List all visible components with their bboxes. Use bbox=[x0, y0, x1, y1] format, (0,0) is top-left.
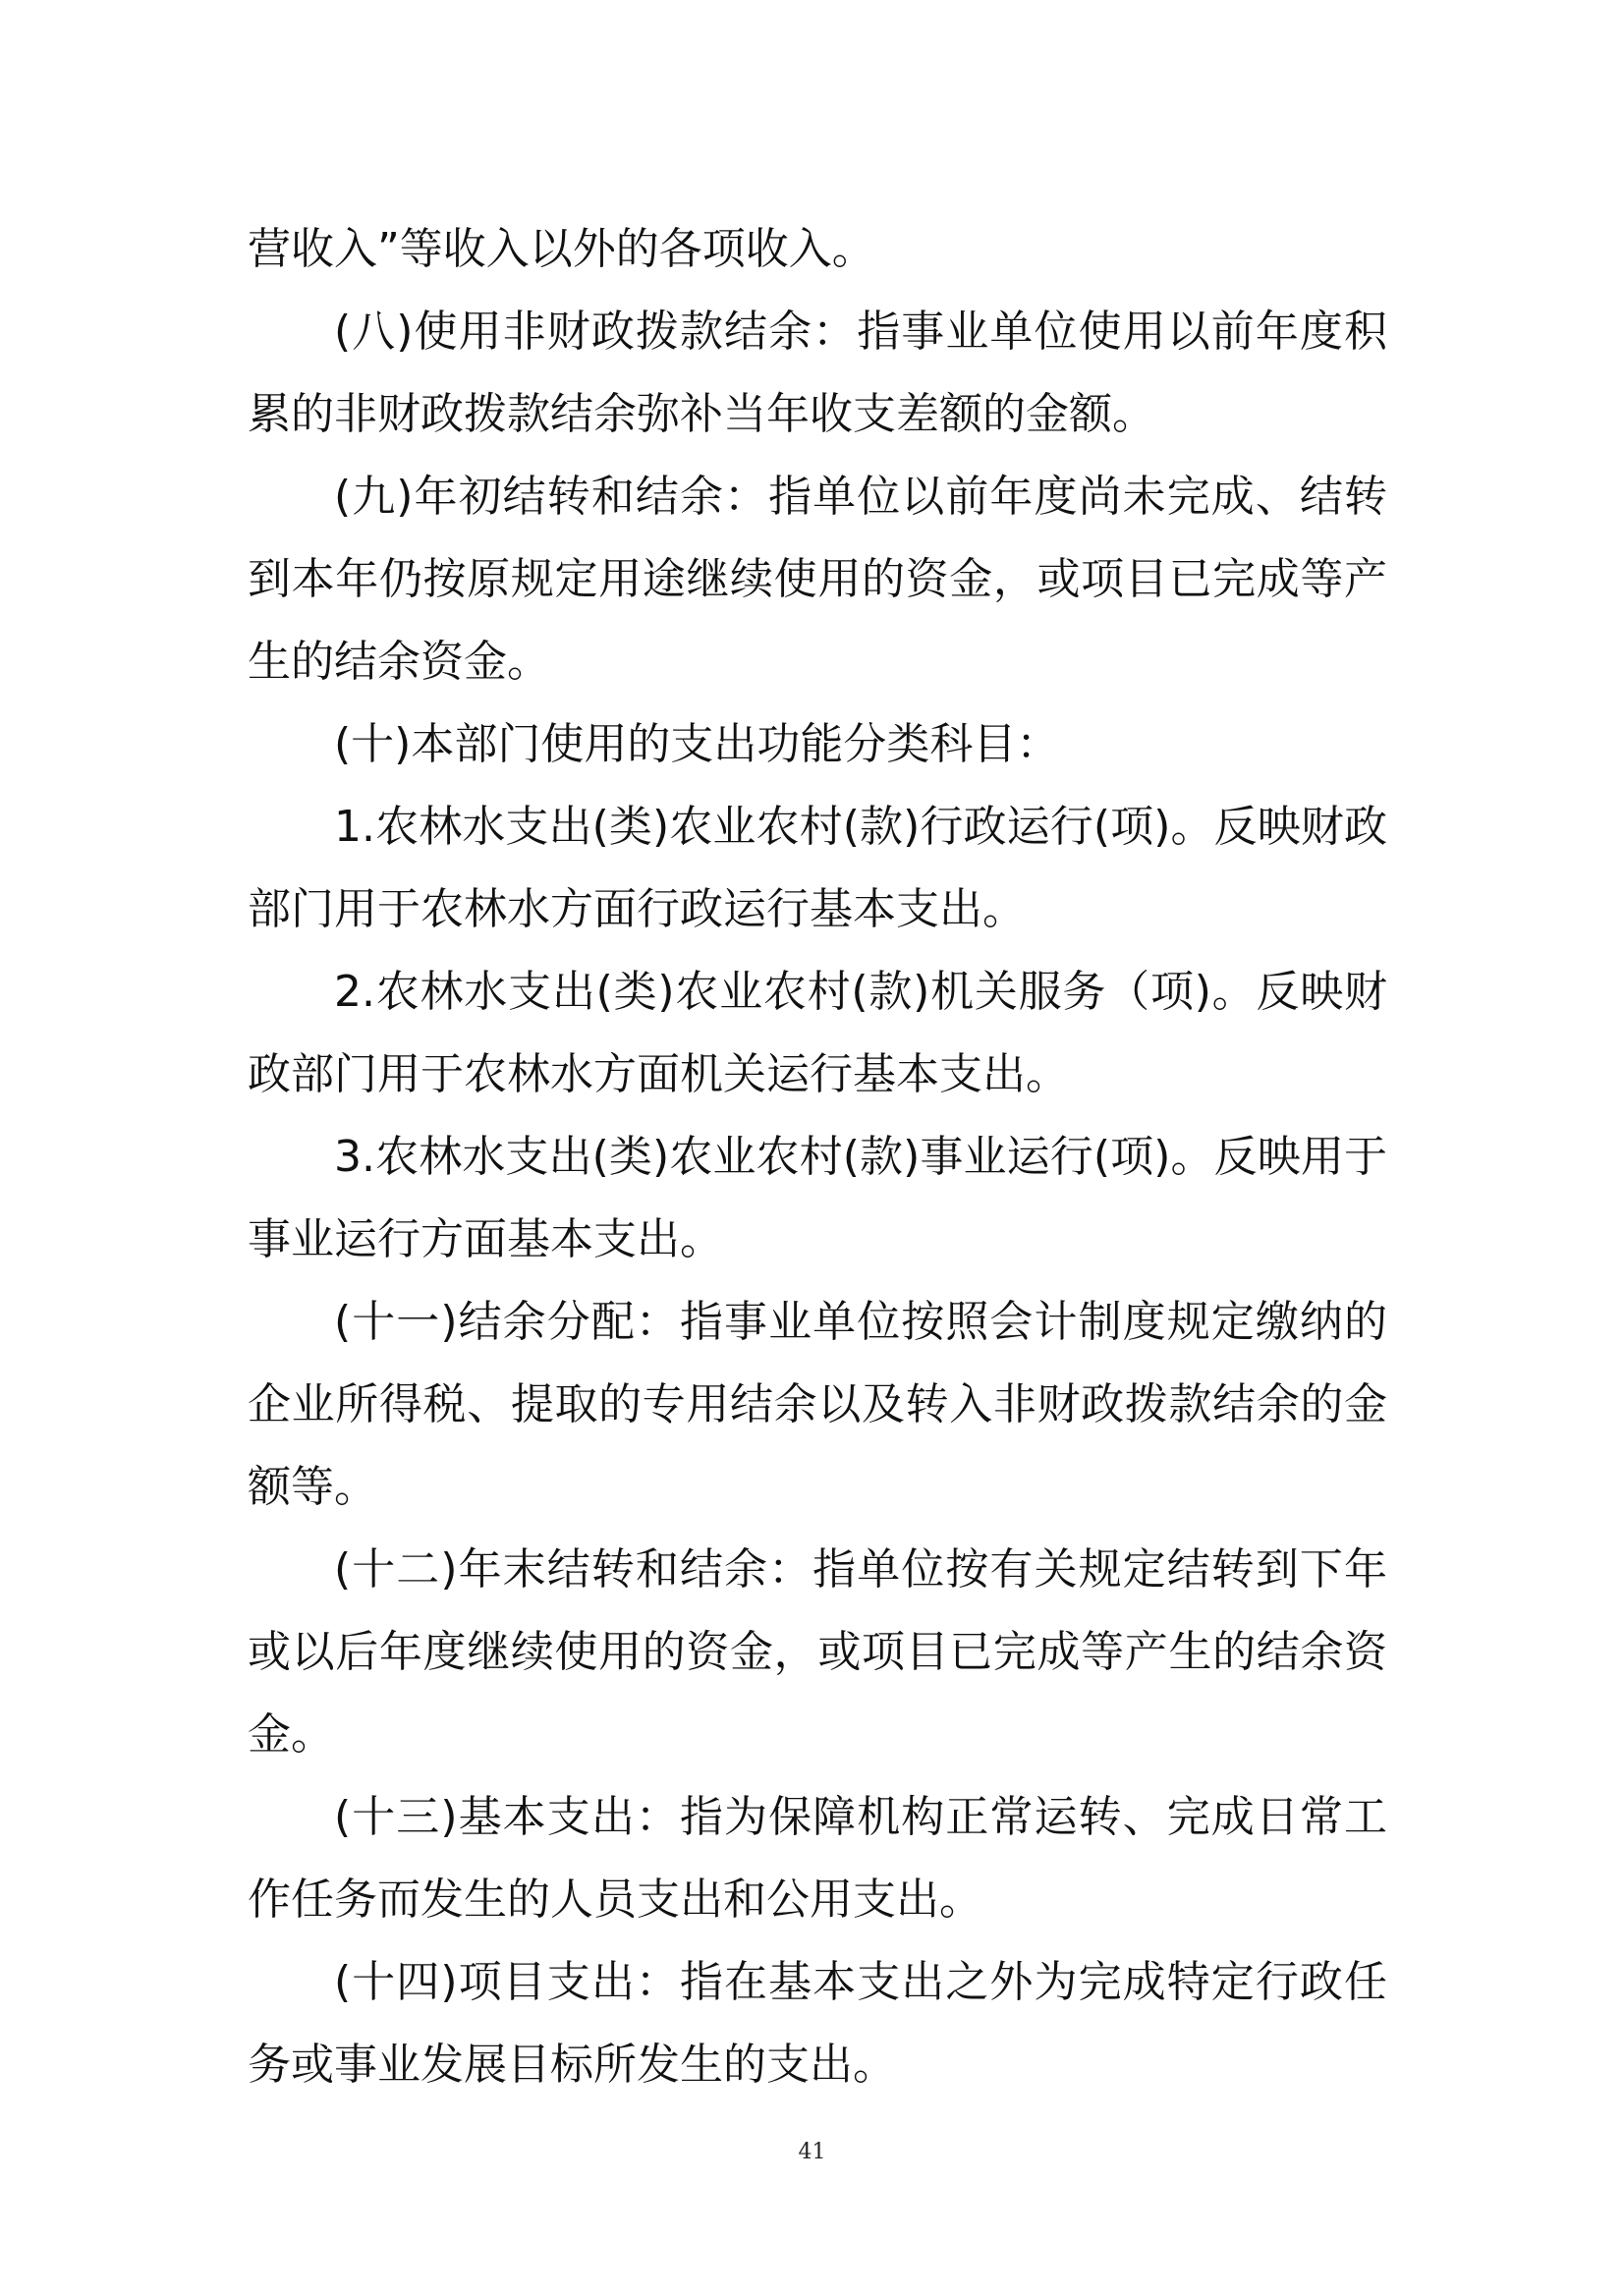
paragraph-subitem-3: 3.农林水支出(类)农业农村(款)事业运行(项)。反映用于事业运行方面基本支出。 bbox=[248, 1132, 1387, 1264]
document-body bbox=[248, 208, 1387, 2106]
paragraph-item-8: (八)使用非财政拨款结余：指事业单位使用以前年度积累的非财政拨款结余弥补当年收支差额的金额。 bbox=[248, 307, 1387, 439]
page-number: 41 bbox=[798, 2140, 826, 2164]
paragraph-item-9: (九)年初结转和结余：指单位以前年度尚未完成、结转到本年仍按原规定用途继续使用的资金，或项目已完成等产生的结余资金。 bbox=[248, 472, 1387, 687]
paragraph-continuation: 营收入”等收入以外的各项收入。 bbox=[248, 224, 875, 274]
paragraph-item-11: (十一)结余分配：指事业单位按照会计制度规定缴纳的企业所得税、提取的专用结余以及转入非财政拨款结余的金额等。 bbox=[248, 1297, 1387, 1512]
paragraph-item-14: (十四)项目支出：指在基本支出之外为完成特定行政任务或事业发展目标所发生的支出。 bbox=[248, 1957, 1387, 2090]
paragraph-subitem-2: 2.农林水支出(类)农业农村(款)机关服务（项)。反映财政部门用于农林水方面机关运行基本支出。 bbox=[248, 967, 1387, 1099]
paragraph-item-12: (十二)年末结转和结余：指单位按有关规定结转到下年或以后年度继续使用的资金，或项目已完成等产生的结余资金。 bbox=[248, 1544, 1387, 1760]
paragraph-subitem-1: 1.农林水支出(类)农业农村(款)行政运行(项)。反映财政部门用于农林水方面行政运行基本支出。 bbox=[248, 802, 1387, 934]
paragraph-item-13: (十三)基本支出：指为保障机构正常运转、完成日常工作任务而发生的人员支出和公用支出。 bbox=[248, 1792, 1387, 1925]
paragraph-item-10: (十)本部门使用的支出功能分类科目： bbox=[334, 719, 1060, 769]
